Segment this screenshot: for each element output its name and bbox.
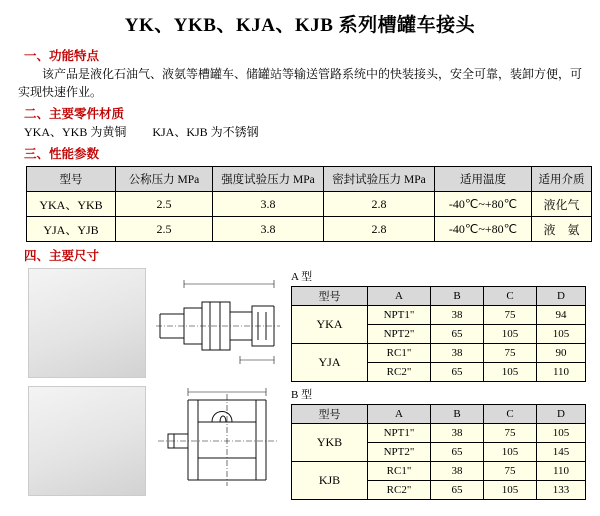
dimension-table-a-area [291, 268, 586, 382]
dim-b-cell-a: RC1" [368, 462, 431, 481]
section-heading-features: 一、功能特点 [24, 49, 100, 63]
dim-b-group-ykb: YKB [292, 424, 368, 462]
dim-b-cell-c: 105 [484, 481, 537, 500]
perf-cell-temp: -40℃~+80℃ [435, 217, 532, 242]
table-row [292, 306, 586, 325]
perf-header-seal-pressure: 密封试验压力 MPa [324, 167, 435, 192]
table-row [292, 424, 586, 443]
table-row [292, 462, 586, 481]
perf-cell-model: YJA、YJB [27, 217, 116, 242]
dim-a-group-yka: YKA [292, 306, 368, 344]
perf-header-model: 型号 [27, 167, 116, 192]
perf-cell-medium: 液化气 [532, 192, 592, 217]
dim-b-group-kjb: KJB [292, 462, 368, 500]
dim-a-cell-a: NPT2" [368, 325, 431, 344]
table-row [27, 217, 592, 242]
perf-cell-temp: -40℃~+80℃ [435, 192, 532, 217]
dimension-table-a [291, 286, 586, 382]
dim-a-header-b: B [431, 287, 484, 306]
dim-a-cell-d: 105 [537, 325, 586, 344]
dimension-table-a-label: A 型 [291, 271, 313, 283]
section-heading-performance: 三、性能参数 [24, 147, 100, 161]
product-photo-b [28, 386, 146, 496]
dim-a-cell-b: 65 [431, 363, 484, 382]
dim-b-cell-c: 75 [484, 424, 537, 443]
perf-header-strength-pressure: 强度试验压力 MPa [213, 167, 324, 192]
dimension-table-b-label: B 型 [291, 389, 313, 401]
material-steel-text: KJA、KJB 为不锈钢 [152, 125, 259, 139]
perf-header-temperature: 适用温度 [435, 167, 532, 192]
dim-b-cell-b: 38 [431, 462, 484, 481]
table-row [292, 344, 586, 363]
dim-b-cell-a: RC2" [368, 481, 431, 500]
perf-cell-nominal: 2.5 [116, 217, 213, 242]
dim-b-header-a: A [368, 405, 431, 424]
drawing-b-svg [154, 386, 281, 494]
dim-a-cell-a: RC1" [368, 344, 431, 363]
dim-a-cell-c: 75 [484, 344, 537, 363]
photo-background [29, 387, 145, 495]
section-heading-dimensions: 四、主要尺寸 [24, 249, 100, 263]
dim-b-cell-b: 65 [431, 443, 484, 462]
section-heading-material: 二、主要零件材质 [24, 107, 125, 121]
dim-a-header-model: 型号 [292, 287, 368, 306]
dim-a-cell-b: 38 [431, 344, 484, 363]
dim-b-cell-c: 105 [484, 443, 537, 462]
perf-header-medium: 适用介质 [532, 167, 592, 192]
dim-b-cell-a: NPT2" [368, 443, 431, 462]
perf-cell-medium: 液 氨 [532, 217, 592, 242]
dim-a-cell-a: NPT1" [368, 306, 431, 325]
perf-cell-model: YKA、YKB [27, 192, 116, 217]
dim-a-cell-b: 38 [431, 306, 484, 325]
table-header-row [27, 167, 592, 192]
photo-background [29, 269, 145, 377]
material-brass-text: YKA、YKB 为黄铜 [24, 125, 127, 139]
dim-b-header-d: D [537, 405, 586, 424]
dimension-table-b [291, 404, 586, 500]
dim-a-cell-c: 75 [484, 306, 537, 325]
dim-a-cell-b: 65 [431, 325, 484, 344]
dim-b-cell-d: 105 [537, 424, 586, 443]
dim-b-header-model: 型号 [292, 405, 368, 424]
dimension-row-a [14, 268, 586, 382]
dim-a-cell-d: 90 [537, 344, 586, 363]
perf-header-nominal-pressure: 公称压力 MPa [116, 167, 213, 192]
dim-b-cell-a: NPT1" [368, 424, 431, 443]
table-row [27, 192, 592, 217]
dim-b-cell-c: 75 [484, 462, 537, 481]
dim-b-cell-d: 110 [537, 462, 586, 481]
dim-a-cell-d: 94 [537, 306, 586, 325]
table-header-row [292, 405, 586, 424]
dimension-row-b [14, 386, 586, 500]
dim-b-cell-d: 133 [537, 481, 586, 500]
page-title: YK、YKB、KJA、KJB 系列槽罐车接头 [124, 15, 476, 36]
dim-a-cell-d: 110 [537, 363, 586, 382]
dim-a-header-c: C [484, 287, 537, 306]
product-photo-a [28, 268, 146, 378]
perf-cell-seal: 2.8 [324, 192, 435, 217]
dimension-table-b-area [291, 386, 586, 500]
material-line [24, 123, 582, 141]
dimensions-section [14, 268, 586, 500]
dim-b-cell-d: 145 [537, 443, 586, 462]
performance-table [26, 166, 592, 242]
technical-drawing-b [154, 386, 281, 496]
dim-a-cell-a: RC2" [368, 363, 431, 382]
drawing-a-svg [154, 268, 281, 376]
dim-a-group-yja: YJA [292, 344, 368, 382]
dim-b-cell-b: 65 [431, 481, 484, 500]
perf-cell-strength: 3.8 [213, 217, 324, 242]
dim-b-header-c: C [484, 405, 537, 424]
dim-a-cell-c: 105 [484, 363, 537, 382]
dim-b-cell-b: 38 [431, 424, 484, 443]
dim-a-header-a: A [368, 287, 431, 306]
table-header-row [292, 287, 586, 306]
perf-cell-strength: 3.8 [213, 192, 324, 217]
perf-cell-nominal: 2.5 [116, 192, 213, 217]
dim-a-header-d: D [537, 287, 586, 306]
dim-a-cell-c: 105 [484, 325, 537, 344]
features-paragraph: 该产品是液化石油气、液氨等槽罐车、储罐站等输送管路系统中的快装接头，安全可靠，装卸方便，可实现快速作业。 [18, 67, 583, 99]
perf-cell-seal: 2.8 [324, 217, 435, 242]
dim-b-header-b: B [431, 405, 484, 424]
performance-table-wrapper [26, 166, 586, 242]
technical-drawing-a [154, 268, 281, 378]
